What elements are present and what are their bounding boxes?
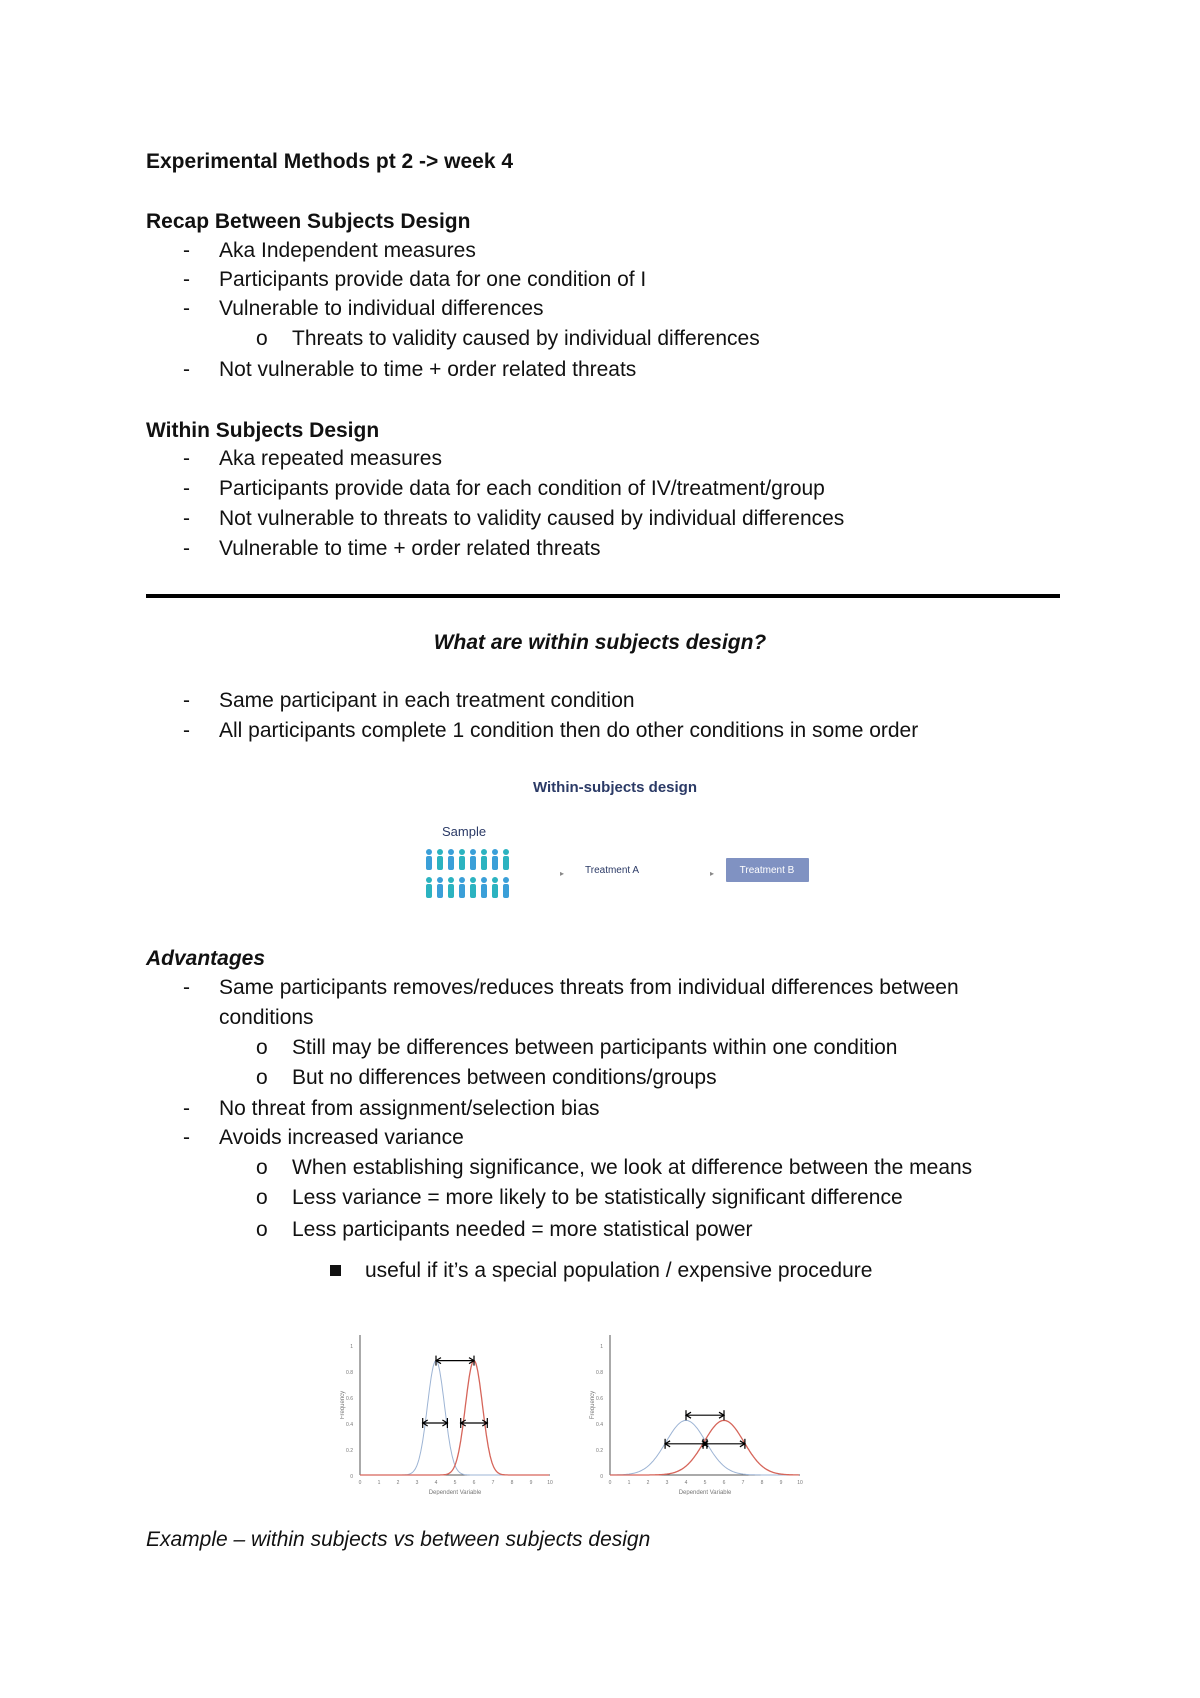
- within-item: Participants provide data for each condition of IV/treatment/group: [219, 477, 825, 500]
- x-tick-label: 1: [627, 1480, 631, 1486]
- y-tick-label: 0.2: [596, 1448, 603, 1454]
- person-icon: [470, 849, 476, 855]
- person-icon: [481, 856, 487, 870]
- dash-marker: -: [183, 268, 190, 291]
- person-icon: [448, 884, 454, 898]
- what-item: Same participant in each treatment condition: [219, 689, 635, 712]
- circle-marker: o: [256, 327, 268, 350]
- y-tick-label: 0.4: [596, 1422, 603, 1428]
- dash-marker: -: [183, 719, 190, 742]
- person-icon: [459, 849, 465, 855]
- recap-item: Vulnerable to individual differences: [219, 297, 544, 320]
- person-icon: [426, 877, 432, 883]
- x-tick-label: 7: [491, 1480, 495, 1486]
- distribution-curve: [360, 1361, 549, 1475]
- y-tick-label: 0.8: [596, 1370, 603, 1376]
- dash-marker: -: [183, 358, 190, 381]
- circle-marker: o: [256, 1066, 268, 1089]
- x-tick-label: 2: [646, 1480, 650, 1486]
- y-tick-label: 0: [350, 1474, 353, 1480]
- advantage-item: Same participants removes/reduces threats from individual differences between: [219, 976, 959, 999]
- within-heading: Within Subjects Design: [146, 419, 380, 442]
- x-tick-label: 0: [608, 1480, 612, 1486]
- treatment-b-label: Treatment B: [739, 865, 795, 876]
- advantage-subitem: Less participants needed = more statistical power: [292, 1218, 753, 1241]
- person-icon: [481, 877, 487, 883]
- y-tick-label: 0.2: [346, 1448, 353, 1454]
- horizontal-rule: [146, 594, 1060, 598]
- y-tick-label: 0.8: [346, 1370, 353, 1376]
- dash-marker: -: [183, 1126, 190, 1149]
- x-tick-label: 7: [741, 1480, 745, 1486]
- x-tick-label: 3: [665, 1480, 669, 1486]
- person-icon: [426, 849, 432, 855]
- sample-label: Sample: [442, 824, 487, 839]
- x-tick-label: 4: [684, 1480, 688, 1486]
- x-tick-label: 1: [377, 1480, 381, 1486]
- person-icon: [437, 856, 443, 870]
- dash-marker: -: [183, 297, 190, 320]
- person-icon: [492, 856, 498, 870]
- person-icon: [426, 856, 432, 870]
- advantage-subitem: When establishing significance, we look at difference between the means: [292, 1156, 973, 1179]
- person-icon: [492, 877, 498, 883]
- dash-marker: -: [183, 689, 190, 712]
- x-tick-label: 9: [779, 1480, 783, 1486]
- advantages-heading: Advantages: [146, 947, 266, 970]
- x-tick-label: 5: [453, 1480, 457, 1486]
- advantage-subitem: Less variance = more likely to be statistically significant difference: [292, 1186, 903, 1209]
- svg-text:▸: ▸: [560, 869, 565, 878]
- person-icon: [426, 884, 432, 898]
- person-icon: [503, 884, 509, 898]
- x-tick-label: 10: [797, 1480, 803, 1486]
- person-icon: [459, 884, 465, 898]
- person-icon: [448, 849, 454, 855]
- y-tick-label: 1: [350, 1344, 353, 1350]
- within-subjects-diagram: [420, 770, 820, 910]
- y-tick-label: 0.4: [346, 1422, 353, 1428]
- dash-marker: -: [183, 507, 190, 530]
- x-tick-label: 6: [722, 1480, 726, 1486]
- advantage-subitem: But no differences between conditions/groups: [292, 1066, 717, 1089]
- x-tick-label: 9: [529, 1480, 533, 1486]
- person-icon: [437, 849, 443, 855]
- dash-marker: -: [183, 976, 190, 999]
- x-tick-label: 5: [703, 1480, 707, 1486]
- recap-item: Aka Independent measures: [219, 239, 476, 262]
- x-tick-label: 0: [358, 1480, 362, 1486]
- y-tick-label: 0.6: [596, 1396, 603, 1402]
- x-tick-label: 8: [760, 1480, 764, 1486]
- person-icon: [492, 884, 498, 898]
- person-icon: [503, 856, 509, 870]
- x-tick-label: 3: [415, 1480, 419, 1486]
- advantage-item: No threat from assignment/selection bias: [219, 1097, 600, 1120]
- recap-heading: Recap Between Subjects Design: [146, 210, 471, 233]
- recap-subitem: Threats to validity caused by individual differences: [292, 327, 760, 350]
- y-tick-label: 0: [600, 1474, 603, 1480]
- section-heading: What are within subjects design?: [433, 631, 767, 654]
- person-icon: [437, 884, 443, 898]
- dash-marker: -: [183, 239, 190, 262]
- person-icon: [470, 856, 476, 870]
- distribution-curve: [610, 1420, 799, 1475]
- recap-item: Not vulnerable to time + order related threats: [219, 358, 637, 381]
- square-bullet-icon: [330, 1265, 341, 1276]
- dash-marker: -: [183, 477, 190, 500]
- distribution-curve: [610, 1420, 799, 1475]
- treatment-a-label: Treatment A: [585, 865, 640, 876]
- person-icon: [459, 856, 465, 870]
- dash-marker: -: [183, 1097, 190, 1120]
- x-axis-label: Dependent Variable: [428, 1490, 482, 1495]
- person-icon: [448, 877, 454, 883]
- x-tick-label: 4: [434, 1480, 438, 1486]
- person-icon: [437, 877, 443, 883]
- svg-text:▸: ▸: [710, 869, 715, 878]
- advantage-item-continued: conditions: [219, 1006, 314, 1029]
- person-icon: [492, 849, 498, 855]
- recap-item: Participants provide data for one condition of I: [219, 268, 647, 291]
- advantage-item: Avoids increased variance: [219, 1126, 464, 1149]
- x-axis-label: Dependent Variable: [678, 1490, 732, 1495]
- x-tick-label: 8: [510, 1480, 514, 1486]
- sample-people-icon: [426, 849, 509, 898]
- dash-marker: -: [183, 447, 190, 470]
- person-icon: [481, 884, 487, 898]
- y-tick-label: 0.6: [346, 1396, 353, 1402]
- dash-marker: -: [183, 537, 190, 560]
- advantage-subitem: Still may be differences between participants within one condition: [292, 1036, 898, 1059]
- diagram-title: Within-subjects design: [532, 779, 698, 796]
- person-icon: [503, 877, 509, 883]
- distribution-curve: [360, 1361, 549, 1475]
- x-tick-label: 2: [396, 1480, 400, 1486]
- within-item: Not vulnerable to threats to validity caused by individual differences: [219, 507, 845, 530]
- example-line: Example – within subjects vs between subjects design: [146, 1528, 651, 1551]
- circle-marker: o: [256, 1156, 268, 1179]
- person-icon: [470, 877, 476, 883]
- y-axis-label: Frequency: [590, 1390, 596, 1420]
- page-title: Experimental Methods pt 2 -> week 4: [146, 150, 514, 173]
- person-icon: [448, 856, 454, 870]
- circle-marker: o: [256, 1218, 268, 1241]
- person-icon: [470, 884, 476, 898]
- within-item: Vulnerable to time + order related threats: [219, 537, 601, 560]
- person-icon: [481, 849, 487, 855]
- circle-marker: o: [256, 1186, 268, 1209]
- advantage-subsubitem: useful if it’s a special population / expensive procedure: [365, 1259, 873, 1282]
- what-item: All participants complete 1 condition then do other conditions in some order: [219, 719, 919, 742]
- x-tick-label: 6: [472, 1480, 476, 1486]
- within-item: Aka repeated measures: [219, 447, 442, 470]
- distribution-figure: [340, 1325, 860, 1495]
- person-icon: [459, 877, 465, 883]
- x-tick-label: 10: [547, 1480, 553, 1486]
- circle-marker: o: [256, 1036, 268, 1059]
- y-tick-label: 1: [600, 1344, 603, 1350]
- person-icon: [503, 849, 509, 855]
- y-axis-label: Frequency: [340, 1390, 346, 1420]
